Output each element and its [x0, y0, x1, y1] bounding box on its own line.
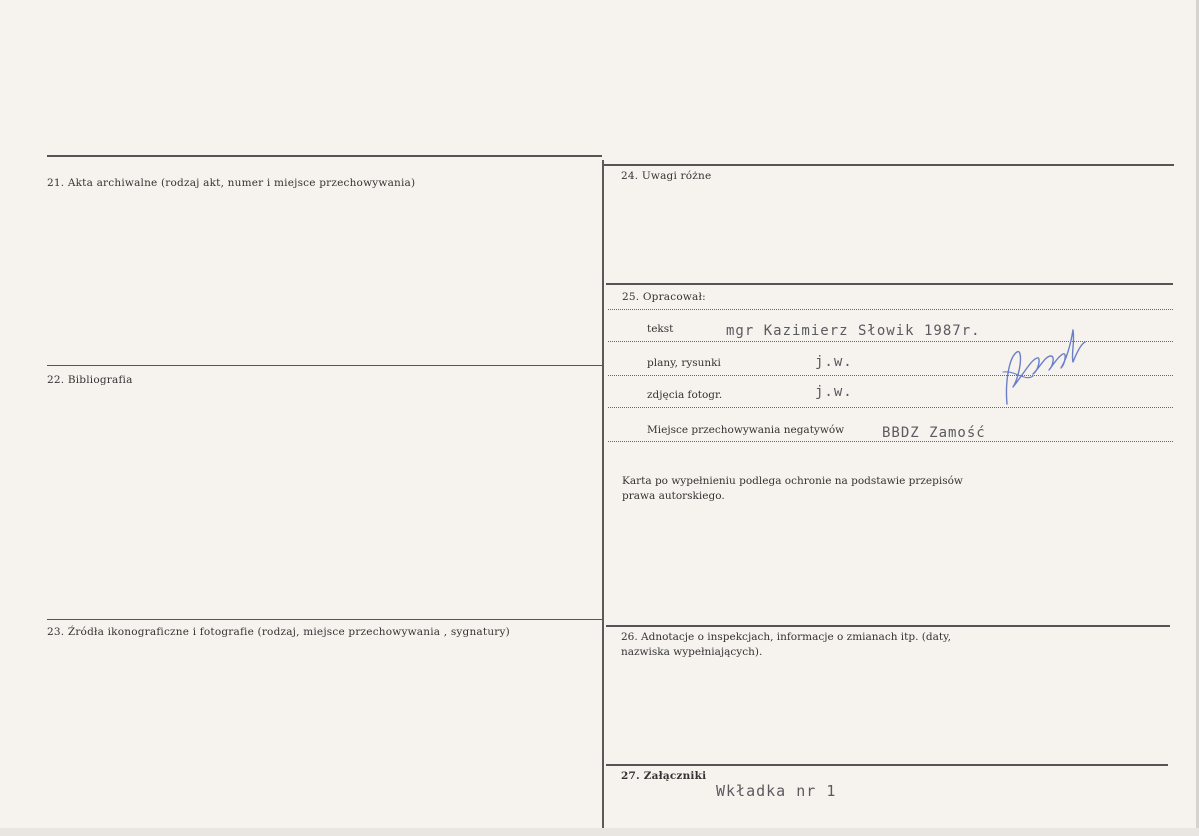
- dotted-line: [608, 309, 1173, 310]
- section-21-label: 21. Akta archiwalne (rodzaj akt, numer i miejsce przechowywania): [47, 177, 416, 189]
- rule-section-23: [47, 619, 602, 620]
- section-24-label: 24. Uwagi różne: [621, 170, 712, 182]
- copyright-note-line-1: Karta po wypełnieniu podlega ochronie na podstawie przepisów: [622, 475, 963, 487]
- signature-image: [995, 312, 1095, 412]
- row-tekst-value: mgr Kazimierz Słowik 1987r.: [726, 323, 981, 339]
- row-zdjecia-value: j.w.: [815, 384, 853, 400]
- row-tekst-label: tekst: [647, 323, 674, 335]
- section-22-label: 22. Bibliografia: [47, 374, 133, 386]
- row-plany-value: j.w.: [815, 354, 853, 370]
- top-rule-right: [604, 164, 1174, 166]
- section-26-label-line-2: nazwiska wypełniających).: [621, 646, 763, 658]
- row-plany-label: plany, rysunki: [647, 357, 721, 369]
- row-zdjecia-label: zdjęcia fotogr.: [647, 389, 723, 401]
- top-rule-left: [47, 155, 602, 157]
- row-negatywy-value: BBDZ Zamość: [882, 425, 986, 441]
- section-26-label: [621, 630, 1041, 660]
- section-23-label: 23. Źródła ikonograficzne i fotografie (rodzaj, miejsce przechowywania , sygnatury): [47, 626, 510, 638]
- section-26-label-line-1: 26. Adnotacje o inspekcjach, informacje o zmianach itp. (daty,: [621, 631, 951, 643]
- section-25-label: 25. Opracował:: [622, 291, 706, 303]
- page-edge-bottom: [0, 828, 1199, 836]
- section-27-value: Wkładka nr 1: [716, 782, 837, 800]
- row-negatywy-label: Miejsce przechowywania negatywów: [647, 424, 845, 436]
- copyright-note: [622, 474, 1022, 504]
- dotted-line: [608, 441, 1173, 442]
- center-divider: [602, 160, 604, 828]
- rule-section-25: [606, 283, 1173, 285]
- copyright-note-line-2: prawa autorskiego.: [622, 490, 725, 502]
- rule-section-27: [606, 764, 1168, 766]
- rule-section-22: [47, 365, 602, 366]
- rule-section-26: [606, 625, 1170, 627]
- section-27-label: 27. Załączniki: [621, 770, 707, 782]
